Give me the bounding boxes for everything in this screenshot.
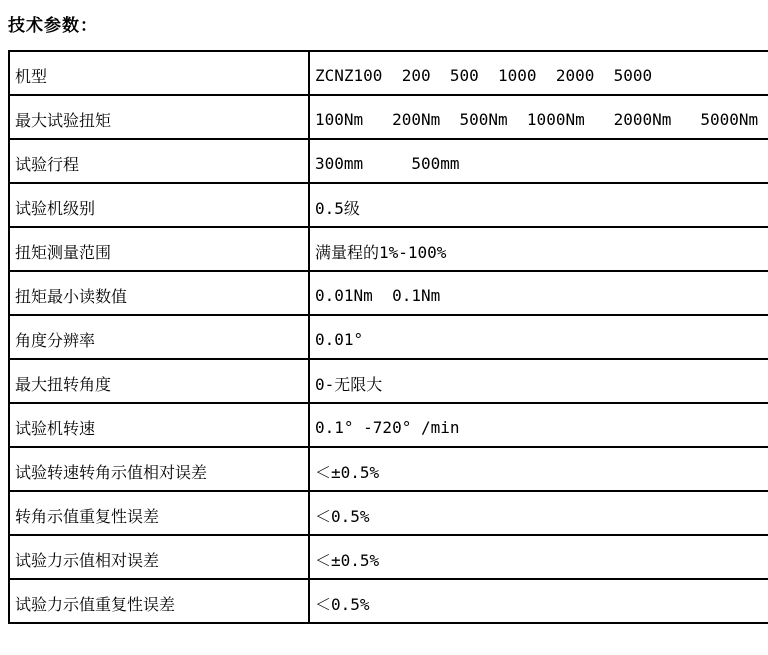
table-row — [9, 139, 768, 183]
param-value-cell: 0.01Nm 0.1Nm — [309, 271, 768, 315]
table-row — [9, 183, 768, 227]
param-label-cell: 扭矩最小读数值 — [9, 271, 309, 315]
table-row — [9, 227, 768, 271]
table-row — [9, 447, 768, 491]
specs-table — [8, 50, 768, 624]
table-row — [9, 535, 768, 579]
table-row — [9, 359, 768, 403]
specs-table-body — [9, 51, 768, 623]
table-row — [9, 403, 768, 447]
param-label-cell: 机型 — [9, 51, 309, 95]
param-value-cell: 0.01° — [309, 315, 768, 359]
param-label-cell: 试验机级别 — [9, 183, 309, 227]
param-value-cell: ＜±0.5% — [309, 447, 768, 491]
param-value-cell: ＜0.5% — [309, 491, 768, 535]
param-value-cell: 100Nm 200Nm 500Nm 1000Nm 2000Nm 5000Nm — [309, 95, 768, 139]
table-row — [9, 315, 768, 359]
param-label-cell: 试验行程 — [9, 139, 309, 183]
table-row — [9, 95, 768, 139]
param-value-cell: 满量程的1%-100% — [309, 227, 768, 271]
table-row — [9, 491, 768, 535]
param-value-cell: ＜0.5% — [309, 579, 768, 623]
param-value-cell: ZCNZ100 200 500 1000 2000 5000 — [309, 51, 768, 95]
param-label-cell: 角度分辨率 — [9, 315, 309, 359]
param-value-cell: 0-无限大 — [309, 359, 768, 403]
param-label-cell: 试验转速转角示值相对误差 — [9, 447, 309, 491]
param-label-cell: 试验力示值重复性误差 — [9, 579, 309, 623]
param-value-cell: ＜±0.5% — [309, 535, 768, 579]
page-title: 技术参数： — [8, 16, 98, 36]
param-label-cell: 试验机转速 — [9, 403, 309, 447]
param-value-cell: 0.1° -720° /min — [309, 403, 768, 447]
table-row — [9, 271, 768, 315]
param-value-cell: 0.5级 — [309, 183, 768, 227]
param-label-cell: 试验力示值相对误差 — [9, 535, 309, 579]
param-label-cell: 转角示值重复性误差 — [9, 491, 309, 535]
param-label-cell: 扭矩测量范围 — [9, 227, 309, 271]
param-value-cell: 300mm 500mm — [309, 139, 768, 183]
table-row — [9, 579, 768, 623]
param-label-cell: 最大试验扭矩 — [9, 95, 309, 139]
table-row — [9, 51, 768, 95]
param-label-cell: 最大扭转角度 — [9, 359, 309, 403]
